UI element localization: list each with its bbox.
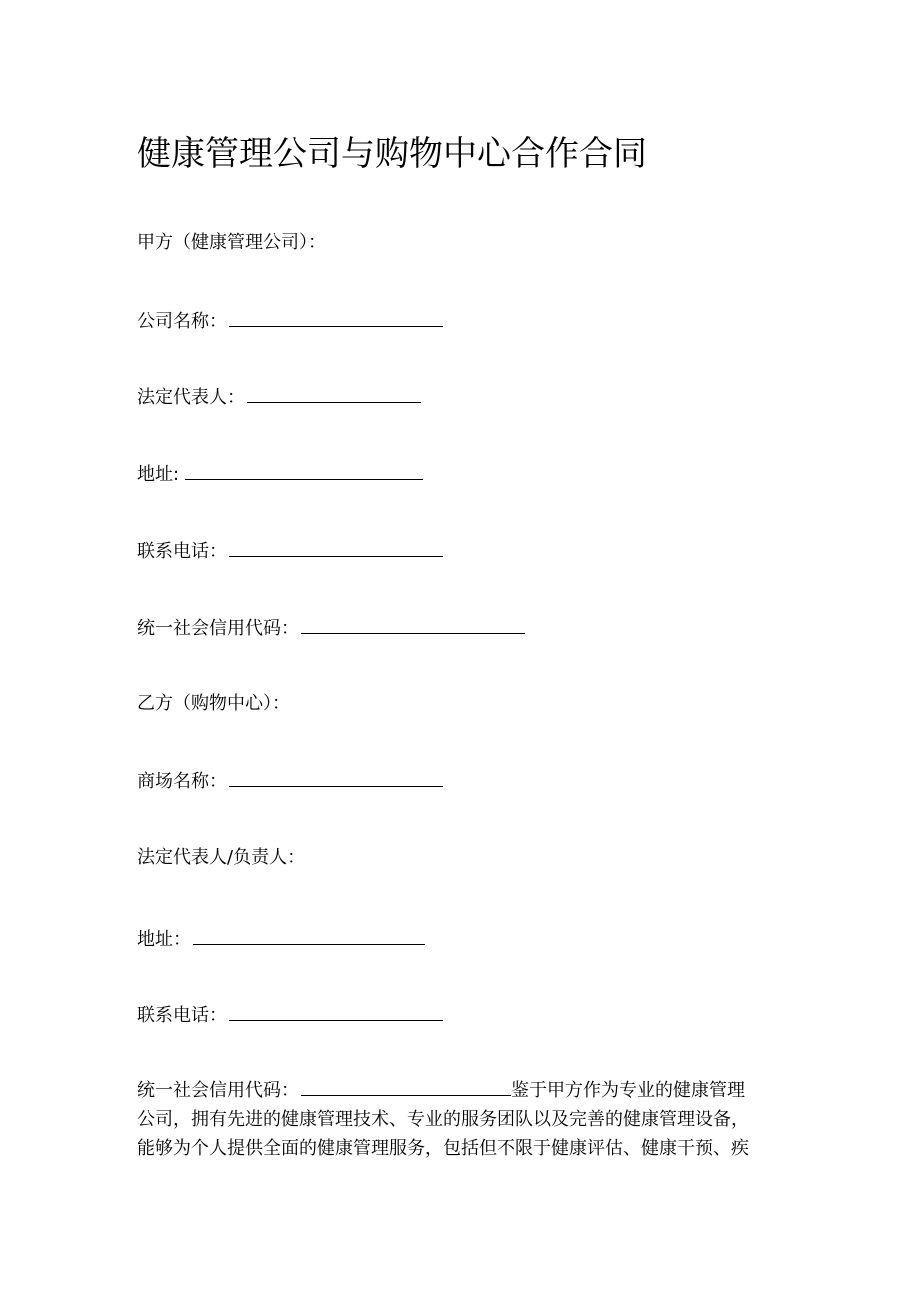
preamble-line-3: 能够为个人提供全面的健康管理服务，包括但不限于健康评估、健康干预、疾 — [137, 1138, 749, 1159]
party-a-legal-rep-row — [137, 384, 421, 411]
credit-code-label: 统一社会信用代码： — [137, 618, 299, 639]
legal-rep-label: 法定代表人： — [137, 387, 245, 408]
phone-blank — [229, 1002, 443, 1021]
party-a-phone-row — [137, 538, 443, 565]
phone-label: 联系电话： — [137, 541, 227, 562]
phone-blank — [229, 538, 443, 557]
party-a-heading: 甲方（健康管理公司）： — [137, 232, 326, 253]
party-b-heading: 乙方（购物中心）： — [137, 693, 290, 714]
phone-label: 联系电话： — [137, 1005, 227, 1026]
company-name-label: 公司名称： — [137, 311, 227, 332]
address-blank — [185, 461, 423, 480]
preamble-paragraph — [137, 1076, 777, 1163]
preamble-line-2: 公司，拥有先进的健康管理技术、专业的服务团队以及完善的健康管理设备， — [137, 1109, 749, 1130]
address-blank — [193, 926, 425, 945]
address-label: 地址： — [137, 929, 191, 950]
party-b-mall-name-row — [137, 768, 443, 795]
party-a-credit-code-row — [137, 615, 525, 642]
document-title: 健康管理公司与购物中心合作合同 — [137, 134, 647, 174]
party-b-address-row — [137, 926, 425, 953]
preamble-line-1 — [137, 1076, 777, 1105]
mall-name-label: 商场名称： — [137, 771, 227, 792]
party-b-legal-rep-row — [137, 845, 305, 871]
credit-code-blank — [301, 1077, 511, 1096]
credit-code-blank — [301, 615, 525, 634]
party-b-phone-row — [137, 1002, 443, 1029]
preamble-text-1: 鉴于甲方作为专业的健康管理 — [511, 1080, 745, 1101]
party-a-company-name-row — [137, 308, 443, 335]
party-a-address-row — [137, 461, 423, 488]
mall-name-blank — [229, 768, 443, 787]
address-label: 地址: — [137, 464, 180, 485]
credit-code-label: 统一社会信用代码： — [137, 1080, 299, 1101]
legal-rep-blank — [247, 384, 421, 403]
company-name-blank — [229, 308, 443, 327]
legal-rep-responsible-label: 法定代表人/负责人： — [137, 847, 306, 868]
